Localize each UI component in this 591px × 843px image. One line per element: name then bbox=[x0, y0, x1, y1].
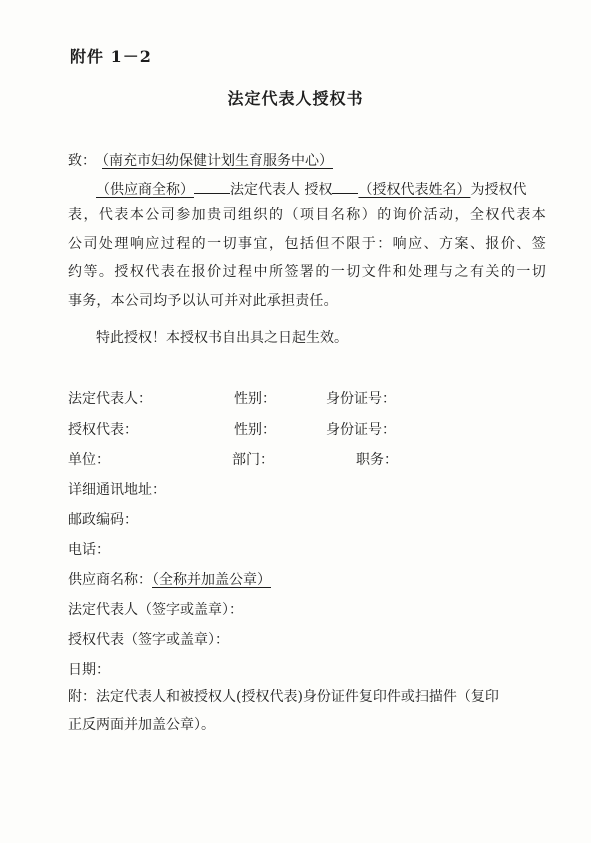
authorization-first-line-tail: 为授权代 bbox=[470, 182, 527, 198]
unit-label: 单位： bbox=[68, 452, 110, 468]
blank-underline bbox=[332, 181, 358, 194]
attachment-note-line: 附：法定代表人和被授权人(授权代表)身份证件复印件或扫描件（复印 bbox=[68, 689, 499, 705]
authorization-text-line: 表，代表本公司参加贵司组织的（项目名称）的询价活动，全权代表本 bbox=[68, 207, 546, 223]
postcode-label: 邮政编码： bbox=[68, 512, 138, 528]
legal-rep-signature-label: 法定代表人（签字或盖章）： bbox=[68, 602, 243, 618]
authorization-text-line: 公司处理响应过程的一切事宜，包括但不限于：响应、方案、报价、签 bbox=[68, 235, 546, 252]
attachment-label: 附件 1－2 bbox=[70, 47, 152, 66]
phone-label: 电话： bbox=[68, 542, 110, 558]
blank-underline bbox=[194, 181, 230, 194]
attachment-note bbox=[68, 683, 544, 739]
authorization-first-line bbox=[96, 179, 526, 199]
attachment-note-line: 正反两面并加盖公章）。 bbox=[68, 717, 215, 733]
position-label: 职务： bbox=[356, 452, 398, 468]
legal-rep-authorize-text: 法定代表人 授权 bbox=[230, 182, 333, 198]
agent-label: 授权代表： bbox=[68, 422, 138, 438]
supplier-name-label: 供应商名称： bbox=[68, 572, 152, 588]
supplier-name-value: （全称并加盖公章） bbox=[152, 572, 271, 588]
gender-label: 性别： bbox=[234, 422, 276, 438]
authorization-text-line: 事务，本公司均予以认可并对此承担责任。 bbox=[68, 292, 338, 309]
agent-name-placeholder: （授权代表姓名） bbox=[358, 182, 471, 198]
recipient-name: （南充市妇幼保健计划生育服务中心） bbox=[102, 153, 333, 169]
id-number-label: 身份证号： bbox=[326, 391, 396, 407]
document-title: 法定代表人授权书 bbox=[227, 89, 364, 108]
gender-label: 性别： bbox=[234, 391, 276, 407]
authorization-text-line: 约等。授权代表在报价过程中所签署的一切文件和处理与之有关的一切 bbox=[68, 264, 546, 280]
recipient-prefix: 致： bbox=[68, 153, 96, 169]
recipient-line bbox=[68, 150, 333, 170]
effective-statement: 特此授权！本授权书自出具之日起生效。 bbox=[96, 330, 348, 346]
id-number-label: 身份证号： bbox=[326, 422, 396, 438]
authorization-paragraph bbox=[68, 201, 546, 315]
agent-signature-label: 授权代表（签字或盖章）： bbox=[68, 632, 229, 648]
legal-rep-label: 法定代表人： bbox=[68, 391, 152, 407]
date-label: 日期： bbox=[68, 662, 110, 678]
supplier-name-row bbox=[68, 569, 271, 589]
address-label: 详细通讯地址： bbox=[68, 482, 166, 498]
department-label: 部门： bbox=[232, 452, 274, 468]
supplier-placeholder: （供应商全称） bbox=[96, 182, 194, 198]
